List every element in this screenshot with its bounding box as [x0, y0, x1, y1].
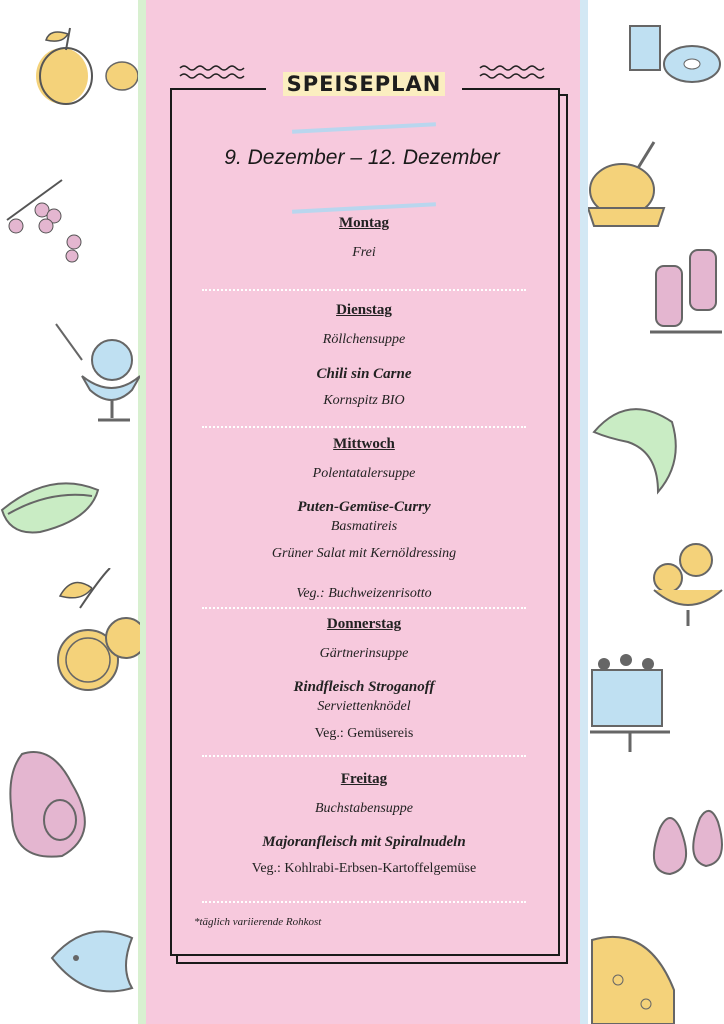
day-heading-dienstag: Dienstag: [336, 302, 392, 318]
day-heading-donnerstag: Donnerstag: [326, 616, 402, 632]
avocado-icon: [2, 744, 102, 864]
croissant-icon: [588, 392, 682, 496]
menu-item: Kornspitz BIO: [323, 393, 405, 408]
lemon-branch-icon: [40, 568, 140, 700]
squiggle-decoration-right: [478, 62, 548, 82]
menu-item: Buchstabensuppe: [315, 801, 413, 816]
date-range: 9. Dezember – 12. Dezember: [224, 146, 500, 169]
menu-item-main: Puten-Gemüse-Curry: [297, 499, 431, 515]
coffee-donut-icon: [626, 14, 724, 94]
menu-item: Frei: [352, 245, 376, 260]
cake-icon: [588, 640, 674, 760]
sandwich-icon: [0, 470, 100, 542]
grapes-icon: [2, 170, 90, 270]
day-separator: [202, 607, 526, 609]
salt-pepper-icon: [650, 236, 724, 356]
menu-item-vegetarian: Veg.: Kohlrabi-Erbsen-Kartoffelgemüse: [251, 861, 477, 876]
footnote: *täglich variierende Rohkost: [194, 916, 322, 928]
roast-chicken-icon: [588, 138, 668, 230]
ice-cream-icon: [52, 320, 140, 424]
menu-item-main: Rindfleisch Stroganoff: [293, 679, 435, 695]
day-separator: [202, 755, 526, 757]
menu-item: Polentatalersuppe: [312, 466, 416, 481]
menu-item-vegetarian: Veg.: Gemüsereis: [314, 726, 414, 741]
pears-icon: [640, 788, 724, 888]
menu-item-main: Chili sin Carne: [316, 366, 412, 382]
day-heading-freitag: Freitag: [340, 771, 388, 787]
title-container: [266, 66, 462, 102]
menu-item: Basmatireis: [330, 519, 398, 534]
cheese-icon: [588, 930, 678, 1024]
menu-item: Serviettenknödel: [317, 699, 411, 714]
menu-item: Gärtnerinsuppe: [319, 646, 409, 661]
day-heading-mittwoch: Mittwoch: [333, 436, 395, 452]
day-heading-montag: Montag: [339, 215, 389, 231]
lemon-icon: [100, 56, 138, 96]
menu-item: Grüner Salat mit Kernöldressing: [271, 546, 457, 561]
menu-item: Röllchensuppe: [322, 332, 406, 347]
page-title: SPEISEPLAN: [283, 72, 446, 96]
apple-icon: [22, 20, 102, 112]
menu-item-vegetarian: Veg.: Buchweizenrisotto: [296, 586, 432, 601]
day-separator: [202, 289, 526, 291]
menu-item-main: Majoranfleisch mit Spiralnudeln: [262, 834, 466, 850]
day-separator: [202, 426, 526, 428]
fruit-bowl-icon: [648, 530, 724, 630]
squiggle-decoration-left: [178, 62, 248, 82]
fish-icon: [46, 918, 138, 1002]
day-separator: [202, 901, 526, 903]
